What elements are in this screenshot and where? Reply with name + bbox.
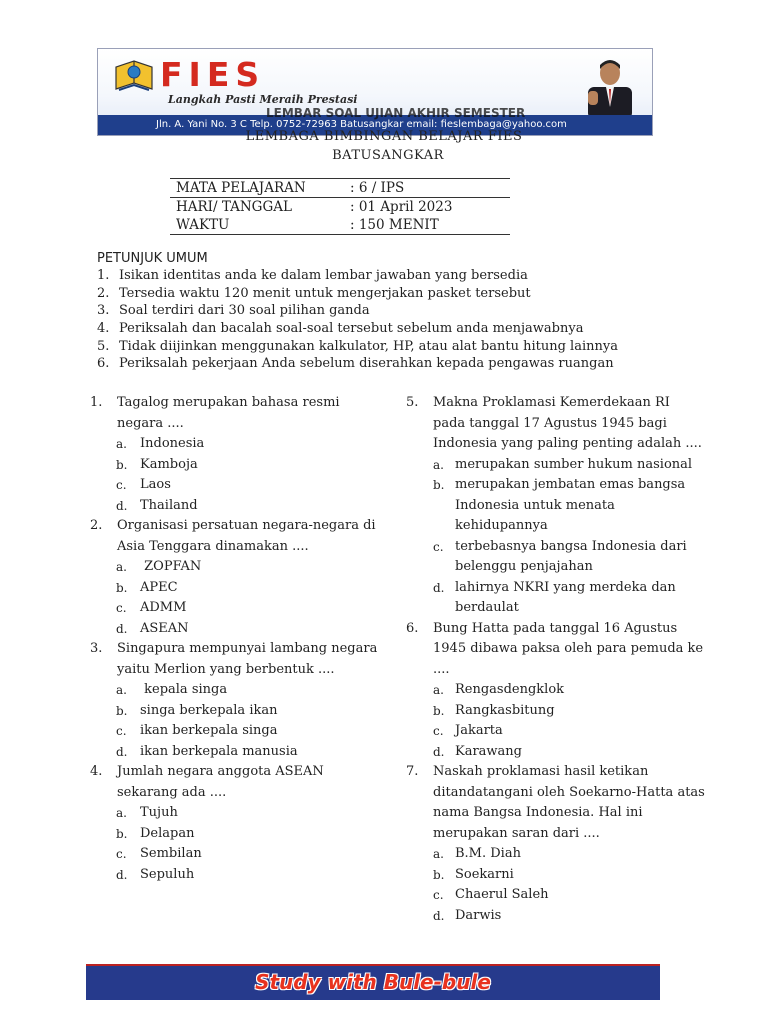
question-line [406, 783, 706, 804]
option-text: belenggu penjajahan [455, 559, 593, 574]
question-item [90, 639, 380, 762]
option-text: Thailand [140, 497, 198, 513]
question-line [90, 393, 380, 414]
info-row [170, 198, 510, 217]
question-line [406, 639, 706, 660]
option-text: kepala singa [140, 682, 228, 697]
answer-option [433, 721, 706, 742]
question-text: 1945 dibawa paksa oleh para pemuda ke [433, 641, 704, 656]
question-text: Jumlah negara anggota ASEAN [117, 764, 324, 779]
answer-option [116, 701, 380, 722]
answer-option [433, 455, 706, 476]
info-value: : 150 MENIT [344, 216, 510, 235]
overlapping-title: LEMBAR SOAL UJIAN AKHIR SEMESTER [266, 106, 526, 120]
instruction-number: 1. [97, 268, 110, 283]
answer-option [116, 844, 380, 865]
question-text: negara .... [117, 415, 184, 431]
question-number: 7. [406, 764, 419, 779]
question-line [406, 824, 706, 845]
answer-option [433, 885, 706, 906]
info-value: : 01 April 2023 [344, 198, 510, 217]
question-text: .... [433, 661, 450, 677]
option-letter: a. [433, 683, 444, 697]
question-line [90, 639, 380, 660]
footer-banner [86, 964, 660, 1000]
question-line [406, 414, 706, 435]
option-letter: b. [116, 826, 128, 841]
option-letter: c. [116, 847, 127, 861]
option-letter: d. [433, 908, 445, 923]
option-letter: c. [433, 724, 444, 738]
option-letter: b. [433, 478, 445, 492]
question-line [406, 660, 706, 681]
question-text: Tagalog merupakan bahasa resmi [117, 395, 340, 410]
option-letter: a. [116, 683, 127, 697]
question-text: ditandatangani oleh Soekarno-Hatta atas [433, 784, 705, 800]
question-number: 3. [90, 641, 103, 656]
option-letter: c. [433, 539, 444, 554]
instructions-title: PETUNJUK UMUM [97, 251, 208, 266]
answer-option [116, 455, 380, 476]
answer-option [116, 680, 380, 701]
answer-option [433, 865, 706, 886]
option-text: Kamboja [140, 456, 198, 472]
question-line [406, 619, 706, 640]
answer-option [116, 434, 380, 455]
option-text: Chaerul Saleh [455, 887, 549, 902]
option-text: berdaulat [455, 600, 519, 615]
instruction-text: Isikan identitas anda ke dalam lembar jawaban yang bersedia [119, 268, 528, 283]
instruction-item [97, 356, 618, 374]
option-text: Indonesia [140, 436, 205, 451]
option-letter: b. [433, 867, 445, 882]
option-letter: d. [433, 580, 445, 595]
question-number: 1. [90, 395, 103, 410]
founder-photo [582, 53, 638, 119]
answer-option [116, 578, 380, 599]
info-label: HARI/ TANGGAL [170, 198, 344, 217]
option-letter: b. [116, 580, 128, 595]
option-letter: d. [116, 621, 128, 636]
option-text: terbebasnya bangsa Indonesia dari [455, 538, 687, 554]
answer-option [116, 475, 380, 496]
option-text: APEC [140, 579, 178, 595]
address-bar: Jln. A. Yani No. 3 C Telp. 0752-72963 Batusangkar email: fieslembaga@yahoo.com [98, 115, 652, 135]
option-text: Delapan [140, 825, 195, 841]
open-book-logo-icon [114, 59, 154, 93]
answer-option [433, 742, 706, 763]
option-text: Jakarta [455, 723, 503, 738]
answer-option [116, 619, 380, 640]
brand-motto: Langkah Pasti Meraih Prestasi [168, 93, 358, 106]
question-text: Singapura mempunyai lambang negara [117, 641, 378, 656]
answer-option [433, 557, 706, 578]
info-row [170, 216, 510, 235]
info-row [170, 179, 510, 198]
question-line [90, 783, 380, 804]
question-text: nama Bangsa Indonesia. Hal ini [433, 805, 643, 820]
question-number: 2. [90, 518, 103, 533]
answer-option [116, 721, 380, 742]
questions-right-column [406, 393, 706, 926]
question-line [90, 660, 380, 681]
answer-option [433, 844, 706, 865]
question-number: 5. [406, 395, 419, 410]
option-letter: a. [116, 560, 127, 574]
option-text: Tujuh [140, 805, 178, 820]
letterhead-banner [97, 48, 653, 136]
answer-option [433, 516, 706, 537]
question-text: Asia Tenggara dinamakan .... [117, 538, 309, 554]
option-letter: d. [116, 867, 128, 882]
option-letter: c. [116, 478, 127, 492]
option-text: Laos [140, 477, 171, 492]
instruction-number: 3. [97, 303, 110, 319]
question-text: merupakan saran dari .... [433, 825, 600, 841]
answer-option [116, 557, 380, 578]
option-letter: a. [116, 437, 127, 451]
footer-slogan: Study with Bule-bule [255, 970, 491, 994]
option-letter: c. [116, 601, 127, 615]
instruction-item [97, 268, 618, 286]
instruction-item [97, 339, 618, 357]
brand-name: FIES [160, 55, 266, 94]
option-text: Soekarni [455, 866, 514, 882]
answer-option [433, 680, 706, 701]
answer-option [433, 598, 706, 619]
instruction-item [97, 321, 618, 339]
answer-option [116, 742, 380, 763]
question-text: Bung Hatta pada tanggal 16 Agustus [433, 620, 678, 636]
question-text: Makna Proklamasi Kemerdekaan RI [433, 395, 670, 410]
answer-option [433, 537, 706, 558]
option-letter: d. [116, 744, 128, 759]
institution-city: BATUSANGKAR [332, 148, 444, 163]
option-text: singa berkepala ikan [140, 702, 278, 718]
option-text: merupakan jembatan emas bangsa [455, 477, 686, 492]
question-text: sekarang ada .... [117, 784, 227, 800]
question-line [406, 803, 706, 824]
info-label: MATA PELAJARAN [170, 179, 344, 198]
option-text: merupakan sumber hukum nasional [455, 456, 693, 472]
question-item [90, 516, 380, 639]
option-text: B.M. Diah [455, 846, 521, 861]
instruction-number: 5. [97, 338, 110, 354]
option-text: lahirnya NKRI yang merdeka dan [455, 579, 676, 595]
option-letter: c. [433, 888, 444, 902]
option-letter: a. [433, 457, 444, 472]
question-text: yaitu Merlion yang berbentuk .... [117, 661, 335, 677]
instruction-text: Periksalah dan bacalah soal-soal tersebut sebelum anda menjawabnya [119, 321, 584, 337]
info-label: WAKTU [170, 216, 344, 235]
answer-option [116, 598, 380, 619]
question-line [90, 537, 380, 558]
option-letter: a. [116, 806, 127, 820]
instruction-text: Tidak diijinkan menggunakan kalkulator, HP, atau alat bantu hitung lainnya [119, 338, 618, 354]
question-line [406, 762, 706, 783]
questions-left-column [90, 393, 380, 885]
exam-info-table [170, 178, 510, 235]
instructions-list [97, 268, 618, 374]
option-text: Karawang [455, 743, 522, 759]
answer-option [116, 803, 380, 824]
answer-option [433, 496, 706, 517]
question-item [406, 619, 706, 763]
option-text: Rengasdengklok [455, 682, 565, 697]
option-text: ikan berkepala manusia [140, 743, 298, 759]
option-text: ASEAN [140, 620, 189, 636]
option-letter: d. [116, 498, 128, 513]
question-item [406, 393, 706, 619]
option-letter: b. [116, 703, 128, 718]
info-value: : 6 / IPS [344, 179, 510, 198]
option-letter: b. [433, 703, 445, 718]
instruction-number: 6. [97, 356, 110, 372]
question-text: Organisasi persatuan negara-negara di [117, 518, 376, 533]
option-text: Rangkasbitung [455, 702, 555, 718]
question-line [406, 434, 706, 455]
question-text: pada tanggal 17 Agustus 1945 bagi [433, 415, 667, 431]
answer-option [116, 824, 380, 845]
instruction-text: Periksalah pekerjaan Anda sebelum diserahkan kepada pengawas ruangan [119, 356, 614, 372]
option-letter: d. [433, 744, 445, 759]
answer-option [433, 906, 706, 927]
answer-option [116, 865, 380, 886]
option-text: Darwis [455, 907, 502, 923]
question-number: 4. [90, 764, 103, 779]
question-line [90, 414, 380, 435]
option-letter: c. [116, 724, 127, 738]
option-text: ADMM [140, 600, 187, 615]
option-text: Indonesia untuk menata [455, 497, 615, 513]
option-letter: b. [116, 457, 128, 472]
option-text: kehidupannya [455, 518, 548, 533]
question-line [90, 762, 380, 783]
answer-option [433, 701, 706, 722]
question-item [90, 393, 380, 516]
question-number: 6. [406, 620, 419, 636]
answer-option [116, 496, 380, 517]
question-line [90, 516, 380, 537]
option-text: ZOPFAN [140, 559, 202, 574]
question-item [406, 762, 706, 926]
option-text: Sembilan [140, 846, 202, 861]
option-text: ikan berkepala singa [140, 723, 278, 738]
option-text: Sepuluh [140, 866, 195, 882]
question-item [90, 762, 380, 885]
question-line [406, 393, 706, 414]
instruction-item [97, 286, 618, 304]
instruction-item [97, 303, 618, 321]
instruction-number: 2. [97, 285, 110, 301]
question-text: Indonesia yang paling penting adalah .... [433, 436, 702, 451]
instruction-text: Tersedia waktu 120 menit untuk mengerjakan pasket tersebut [119, 285, 531, 301]
institution-title: LEMBAGA BIMBINGAN BELAJAR FIES [245, 129, 523, 144]
option-letter: a. [433, 847, 444, 861]
question-text: Naskah proklamasi hasil ketikan [433, 764, 649, 779]
answer-option [433, 578, 706, 599]
instruction-number: 4. [97, 321, 110, 337]
answer-option [433, 475, 706, 496]
instruction-text: Soal terdiri dari 30 soal pilihan ganda [119, 303, 370, 319]
